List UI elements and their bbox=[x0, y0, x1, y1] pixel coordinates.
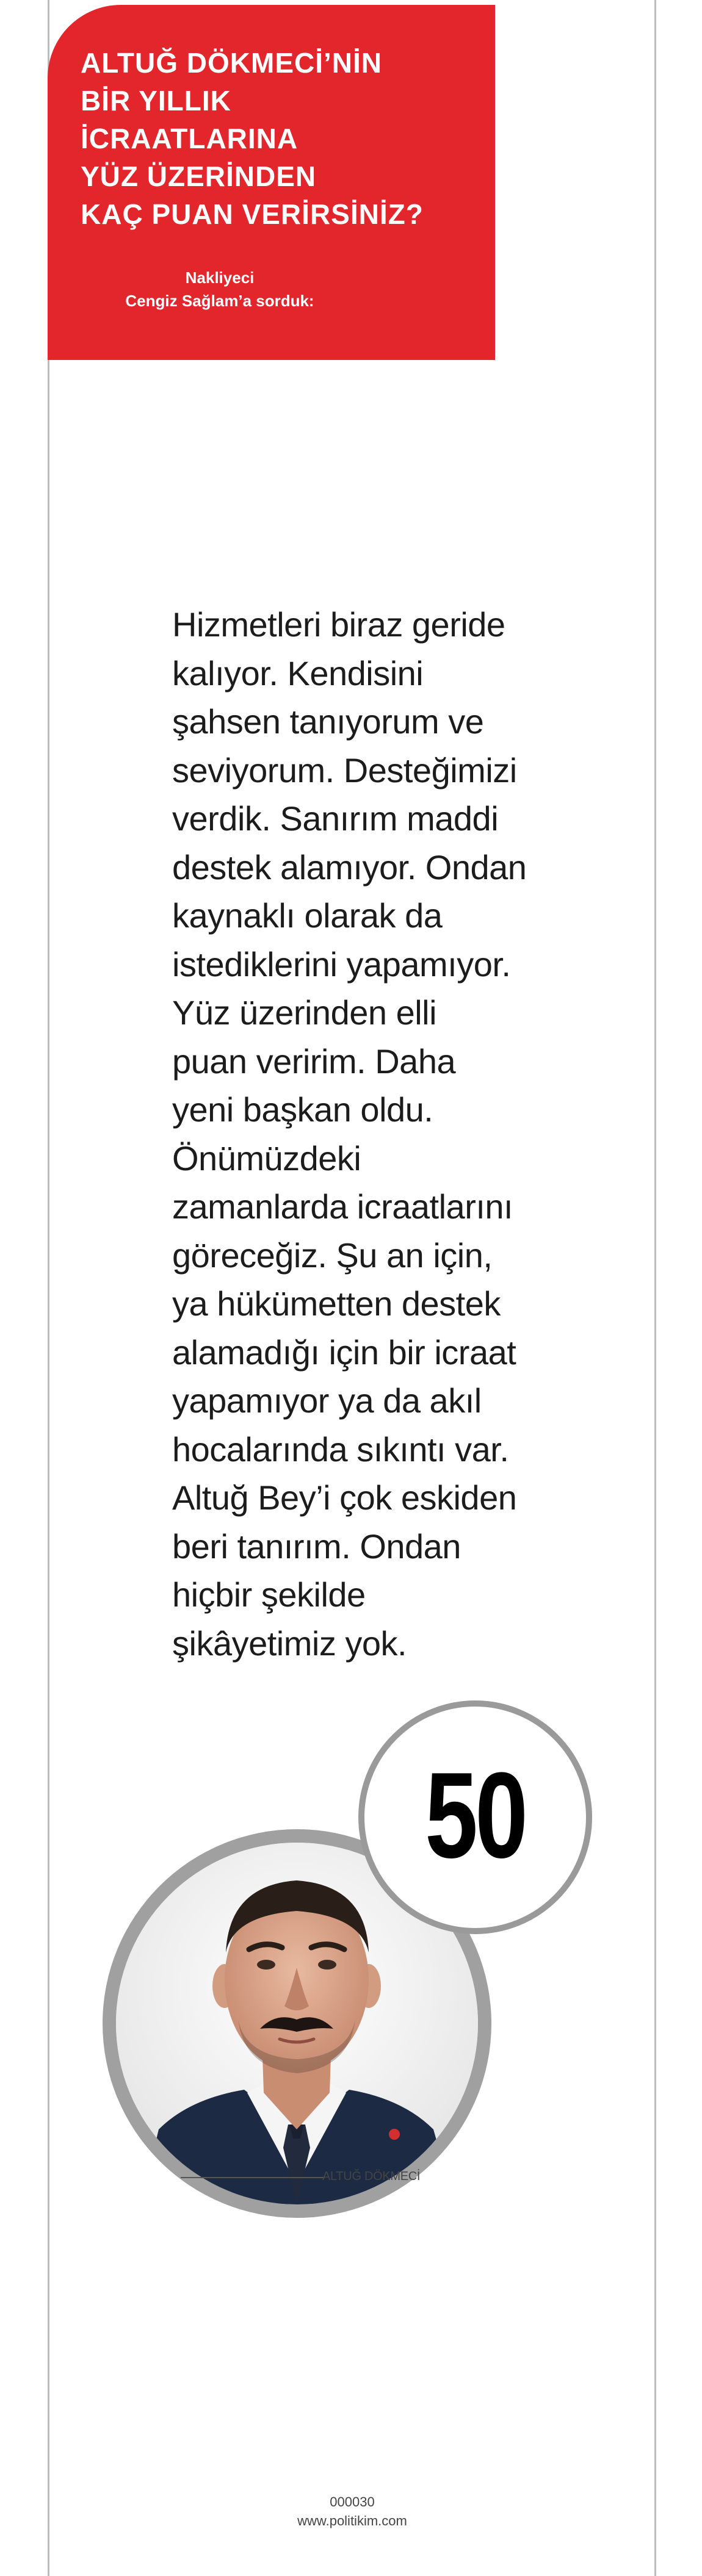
quote-line: puan veririm. Daha bbox=[172, 1042, 456, 1081]
header-question-line: YÜZ ÜZERİNDEN bbox=[81, 160, 317, 192]
quote-line: verdik. Sanırım maddi bbox=[172, 799, 499, 838]
quote-text bbox=[172, 600, 563, 1668]
quote-line: beri tanırım. Ondan bbox=[172, 1527, 461, 1566]
quote-line: kaynaklı olarak da bbox=[172, 896, 443, 935]
header-question-line: ALTUĞ DÖKMECİ’NİN bbox=[81, 47, 383, 79]
quote-line: yapamıyor ya da akıl bbox=[172, 1381, 482, 1420]
quote-line: Yüz üzerinden elli bbox=[172, 993, 437, 1032]
quote-line: zamanlarda icraatlarını bbox=[172, 1187, 513, 1226]
header-question-line: KAÇ PUAN VERİRSİNİZ? bbox=[81, 198, 424, 230]
quote-line: Hizmetleri biraz geride bbox=[172, 605, 505, 644]
quote-line: seviyorum. Desteğimizi bbox=[172, 750, 517, 790]
interviewee-intro bbox=[98, 266, 342, 312]
intro-line: Nakliyeci bbox=[185, 268, 255, 287]
quote-line: şikâyetimiz yok. bbox=[172, 1624, 407, 1663]
quote-line: hiçbir şekilde bbox=[172, 1575, 366, 1614]
quote-line: Altuğ Bey’i çok eskiden bbox=[172, 1478, 517, 1517]
quote-line: istediklerini yapamıyor. bbox=[172, 944, 511, 984]
header-question-line: BİR YILLIK İCRAATLARINA bbox=[81, 85, 299, 154]
website-url: www.politikim.com bbox=[297, 2513, 407, 2528]
quote-line: yeni başkan oldu. bbox=[172, 1090, 433, 1129]
score-badge bbox=[358, 1700, 592, 1934]
page-footer bbox=[261, 2492, 444, 2530]
caption-rule bbox=[181, 2177, 325, 2178]
quote-line: göreceğiz. Şu an için, bbox=[172, 1236, 493, 1275]
intro-line: Cengiz Sağlam’a sorduk: bbox=[125, 292, 314, 310]
caption-name: ALTUĞ DÖKMECİ bbox=[322, 2170, 421, 2183]
header-question bbox=[81, 44, 447, 233]
page-number: 000030 bbox=[330, 2494, 375, 2509]
quote-line: destek alamıyor. Ondan bbox=[172, 847, 527, 887]
quote-line: alamadığı için bir icraat bbox=[172, 1333, 516, 1372]
quote-line: şahsen tanıyorum ve bbox=[172, 702, 484, 741]
photo-caption bbox=[181, 2168, 437, 2187]
quote-line: Önümüzdeki bbox=[172, 1139, 361, 1178]
quote-line: ya hükümetten destek bbox=[172, 1284, 501, 1323]
quote-line: kalıyor. Kendisini bbox=[172, 653, 424, 693]
quote-line: hocalarında sıkıntı var. bbox=[172, 1430, 509, 1469]
score-value: 50 bbox=[425, 1747, 526, 1883]
